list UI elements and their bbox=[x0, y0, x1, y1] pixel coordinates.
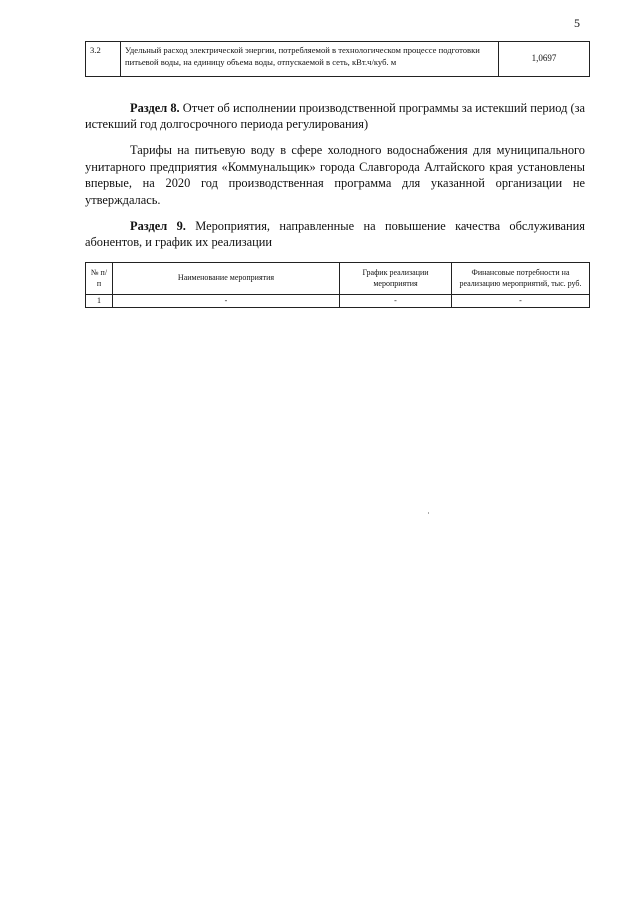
row-number-cell: 1 bbox=[86, 295, 113, 308]
section-9-text: Мероприятия, направленные на повышение качества обслуживания абонентов, и график их реализации bbox=[85, 219, 585, 249]
scan-speck bbox=[428, 512, 429, 514]
indicator-value-cell: 1,0697 bbox=[499, 42, 590, 77]
table-row bbox=[86, 295, 590, 308]
row-number-cell: 3.2 bbox=[86, 42, 121, 77]
indicator-name-cell: Удельный расход электрической энергии, потребляемой в технологическом процессе подготовки питьевой воды, на единицу объема воды, отпускаемой в сеть, кВт.ч/куб. м bbox=[121, 42, 499, 77]
tariff-paragraph: Тарифы на питьевую воду в сфере холодного водоснабжения для муниципального унитарного предприятия «Коммунальщик» города Славгорода Алтайского края установлены впервые, на 2020 год производственная программа для указанной организации не утверждалась. bbox=[85, 143, 585, 207]
energy-consumption-table bbox=[85, 41, 590, 77]
section-8-heading bbox=[85, 100, 585, 132]
column-header-number: № п/п bbox=[86, 263, 113, 295]
table-row bbox=[86, 42, 590, 77]
column-header-measure-name: Наименование мероприятия bbox=[113, 263, 340, 295]
section-9-heading bbox=[85, 218, 585, 250]
financial-needs-cell: - bbox=[452, 295, 590, 308]
measure-name-cell: - bbox=[113, 295, 340, 308]
section-8-text: Отчет об исполнении производственной программы за истекший период (за истекший год долгосрочного периода регулирования) bbox=[85, 101, 585, 131]
column-header-schedule: График реализации мероприятия bbox=[340, 263, 452, 295]
measures-table bbox=[85, 262, 590, 308]
schedule-cell: - bbox=[340, 295, 452, 308]
section-8-label: Раздел 8. bbox=[130, 101, 180, 115]
section-9-label: Раздел 9. bbox=[130, 219, 186, 233]
table-header-row bbox=[86, 263, 590, 295]
column-header-financial-needs: Финансовые потребности на реализацию мероприятий, тыс. руб. bbox=[452, 263, 590, 295]
page-number: 5 bbox=[574, 16, 580, 30]
